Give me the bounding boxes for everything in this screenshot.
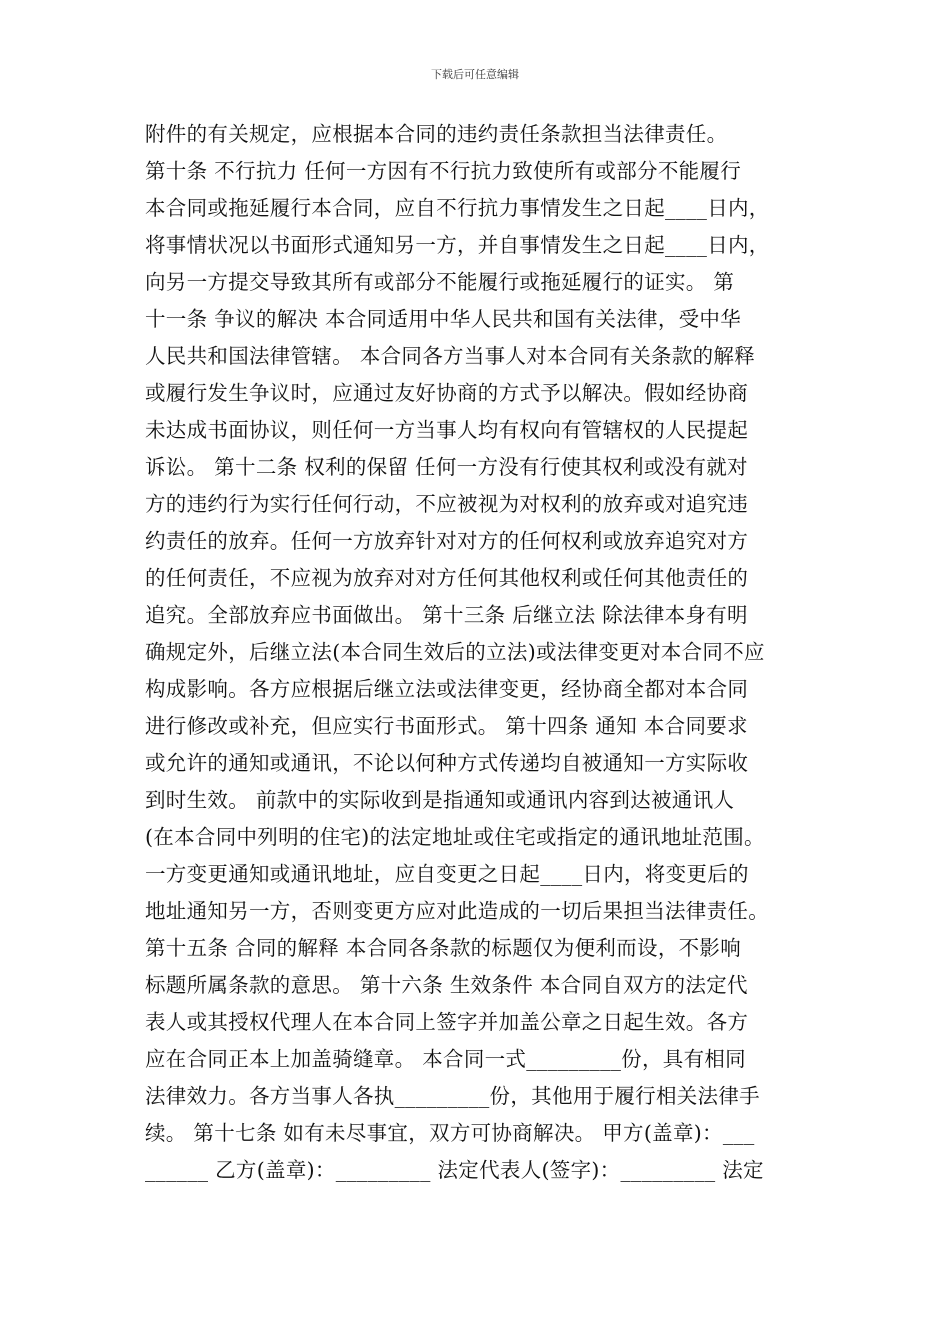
text-line: 构成影响。各方应根据后继立法或法律变更，经协商全都对本合同 [145, 677, 749, 701]
text-line: 标题所属条款的意思。 第十六条 生效条件 本合同自双方的法定代 [145, 973, 748, 997]
text-line: 附件的有关规定，应根据本合同的违约责任条款担当法律责任。 [145, 122, 728, 146]
text-line: 地址通知另一方，否则变更方应对此造成的一切后果担当法律责任。 [145, 899, 769, 923]
text-line: ______ 乙方(盖章)：_________ 法定代表人(签字)：_________ 法定 [145, 1158, 764, 1182]
text-line: 到时生效。 前款中的实际收到是指通知或通讯内容到达被通讯人 [145, 788, 735, 812]
text-line: 将事情状况以书面形式通知另一方，并自事情发生之日起____日内， [145, 233, 770, 257]
text-line: 表人或其授权代理人在本合同上签字并加盖公章之日起生效。各方 [145, 1010, 749, 1034]
text-line: 进行修改或补充，但应实行书面形式。 第十四条 通知 本合同要求 [145, 714, 748, 738]
text-line: 续。 第十七条 如有未尽事宜，双方可协商解决。 甲方(盖章)：___ [145, 1121, 755, 1145]
text-line: 未达成书面协议，则任何一方当事人均有权向有管辖权的人民提起 [145, 418, 749, 442]
text-line: 第十条 不行抗力 任何一方因有不行抗力致使所有或部分不能履行 [145, 159, 742, 183]
text-line: 人民共和国法律管辖。 本合同各方当事人对本合同有关条款的解释 [145, 344, 756, 368]
text-line: 的任何责任，不应视为放弃对对方任何其他权利或任何其他责任的 [145, 566, 749, 590]
text-line: 约责任的放弃。任何一方放弃针对对方的任何权利或放弃追究对方 [145, 529, 749, 553]
text-line: 方的违约行为实行任何行动，不应被视为对权利的放弃或对追究违 [145, 492, 749, 516]
text-line: 或履行发生争议时，应通过友好协商的方式予以解决。假如经协商 [145, 381, 749, 405]
page-header: 下载后可任意编辑 [431, 68, 519, 81]
contract-body [145, 116, 815, 1189]
text-line: 追究。全部放弃应书面做出。 第十三条 后继立法 除法律本身有明 [145, 603, 748, 627]
text-line: (在本合同中列明的住宅)的法定地址或住宅或指定的通讯地址范围。 [145, 825, 765, 849]
text-line: 本合同或拖延履行本合同，应自不行抗力事情发生之日起____日内， [145, 196, 770, 220]
text-line: 十一条 争议的解决 本合同适用中华人民共和国有关法律，受中华 [145, 307, 742, 331]
text-line: 诉讼。 第十二条 权利的保留 任何一方没有行使其权利或没有就对 [145, 455, 748, 479]
text-line: 确规定外，后继立法(本合同生效后的立法)或法律变更对本合同不应 [145, 640, 765, 664]
text-line: 法律效力。各方当事人各执_________份，其他用于履行相关法律手 [145, 1084, 760, 1108]
text-line: 一方变更通知或通讯地址，应自变更之日起____日内，将变更后的 [145, 862, 749, 886]
text-line: 向另一方提交导致其所有或部分不能履行或拖延履行的证实。 第 [145, 270, 735, 294]
text-line: 应在合同正本上加盖骑缝章。 本合同一式_________份，具有相同 [145, 1047, 746, 1071]
text-line: 第十五条 合同的解释 本合同各条款的标题仅为便利而设，不影响 [145, 936, 742, 960]
text-line: 或允许的通知或通讯，不论以何种方式传递均自被通知一方实际收 [145, 751, 749, 775]
